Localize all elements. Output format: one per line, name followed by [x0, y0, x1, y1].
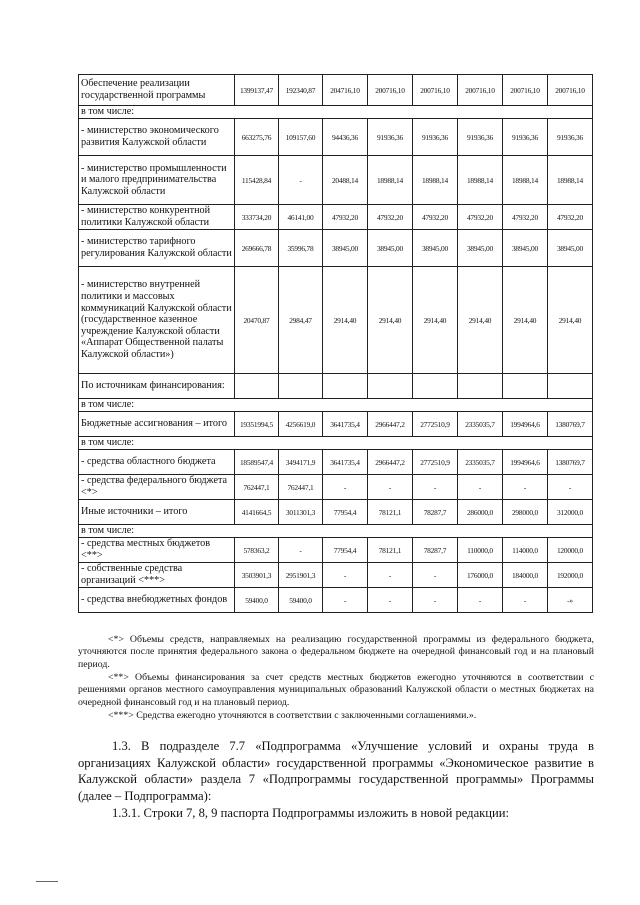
table-cell: 78287,7 — [413, 538, 458, 563]
paragraph-1-3-1: 1.3.1. Строки 7, 8, 9 паспорта Подпрограммы изложить в новой редакции: — [112, 806, 510, 820]
row-label: в том числе: — [79, 106, 593, 119]
table-cell: 94436,36 — [323, 119, 368, 156]
table-cell: 77954,4 — [323, 500, 368, 525]
table-cell: 3494171,9 — [279, 450, 323, 475]
table-cell: 38945,00 — [323, 230, 368, 267]
table-cell: 200716,10 — [458, 75, 503, 106]
table-cell: 2772510,9 — [413, 450, 458, 475]
row-label: - министерство тарифного регулирования Калужской области — [79, 230, 235, 267]
row-label: - собственные средства организаций <***> — [79, 563, 235, 588]
table-row — [79, 437, 593, 450]
table-cell: - — [279, 538, 323, 563]
table-cell: - — [368, 563, 413, 588]
table-cell: 3641735,4 — [323, 450, 368, 475]
row-label: - средства областного бюджета — [79, 450, 235, 475]
table-cell: 91936,36 — [503, 119, 548, 156]
row-label: - средства местных бюджетов <**> — [79, 538, 235, 563]
table-row — [79, 156, 593, 205]
financing-table — [78, 74, 593, 613]
table-cell: 91936,36 — [368, 119, 413, 156]
table-cell: - — [458, 588, 503, 613]
table-cell: 2951901,3 — [279, 563, 323, 588]
footnote-organizations: <***> Средства ежегодно уточняются в соответствии с заключенными соглашениями.». — [108, 710, 477, 721]
table-cell: 18988,14 — [458, 156, 503, 205]
table-cell: 1994964,6 — [503, 412, 548, 437]
table-cell: 204716,10 — [323, 75, 368, 106]
table-cell: 59400,0 — [279, 588, 323, 613]
table-cell: 114000,0 — [503, 538, 548, 563]
table-cell: 91936,36 — [413, 119, 458, 156]
table-cell: 578363,2 — [235, 538, 279, 563]
table-cell: 38945,00 — [413, 230, 458, 267]
table-cell — [323, 374, 368, 399]
table-cell: 2914,40 — [368, 267, 413, 374]
table-cell: 762447,1 — [235, 475, 279, 500]
table-cell: 18988,14 — [503, 156, 548, 205]
table-cell: 18988,14 — [413, 156, 458, 205]
row-label: По источникам финансирования: — [79, 374, 235, 399]
table-body — [79, 75, 593, 613]
row-label: Иные источники – итого — [79, 500, 235, 525]
table-cell: 38945,00 — [548, 230, 593, 267]
table-cell: 2914,40 — [413, 267, 458, 374]
table-cell: 286000,0 — [458, 500, 503, 525]
table-cell: 312000,0 — [548, 500, 593, 525]
table-cell: 77954,4 — [323, 538, 368, 563]
table-cell: - — [458, 475, 503, 500]
table-row — [79, 412, 593, 437]
table-cell: 1399137,47 — [235, 75, 279, 106]
table-cell: 91936,36 — [458, 119, 503, 156]
table-row — [79, 538, 593, 563]
table-cell: 47932,20 — [503, 205, 548, 230]
table-cell: - — [503, 475, 548, 500]
table-cell: 19351994,5 — [235, 412, 279, 437]
table-cell — [548, 374, 593, 399]
table-cell: 38945,00 — [458, 230, 503, 267]
table-cell: 663275,76 — [235, 119, 279, 156]
table-cell: 192340,87 — [279, 75, 323, 106]
table-row — [79, 588, 593, 613]
table-row — [79, 525, 593, 538]
table-cell: 47932,20 — [413, 205, 458, 230]
table-row — [79, 267, 593, 374]
table-cell: 200716,10 — [368, 75, 413, 106]
table-cell: 3503901,3 — [235, 563, 279, 588]
table-cell: 2914,40 — [458, 267, 503, 374]
table-cell: 200716,10 — [413, 75, 458, 106]
table-cell: 47932,20 — [458, 205, 503, 230]
table-cell — [413, 374, 458, 399]
paragraph-1-3: 1.3. В подразделе 7.7 «Подпрограмма «Улучшение условий и охраны труда в организациях Калужской области» государственной программы «Экономическое развитие в Калужской области» раздела 7 «Подпрограммы государственной программы» Программы (далее – Подпрограмма): — [78, 739, 594, 803]
table-row — [79, 119, 593, 156]
table-cell: - — [413, 588, 458, 613]
table-cell: 1380769,7 — [548, 450, 593, 475]
table-cell: 1994964,6 — [503, 450, 548, 475]
table-cell: 176000,0 — [458, 563, 503, 588]
table-cell: 78121,1 — [368, 538, 413, 563]
table-cell: 18988,14 — [548, 156, 593, 205]
table-cell: - — [323, 563, 368, 588]
table-cell: - — [279, 156, 323, 205]
table-row — [79, 75, 593, 106]
row-label: - министерство промышленности и малого предпринимательства Калужской области — [79, 156, 235, 205]
table-cell: 4141664,5 — [235, 500, 279, 525]
row-label: в том числе: — [79, 399, 593, 412]
table-row — [79, 399, 593, 412]
table-cell: 20488,14 — [323, 156, 368, 205]
table-row — [79, 106, 593, 119]
table-cell: - — [548, 475, 593, 500]
table-cell: 110000,0 — [458, 538, 503, 563]
table-cell: 18988,14 — [368, 156, 413, 205]
table-cell: -» — [548, 588, 593, 613]
table-cell: 35996,78 — [279, 230, 323, 267]
table-cell: 2914,40 — [323, 267, 368, 374]
table-cell: 115428,84 — [235, 156, 279, 205]
table-cell: 91936,36 — [548, 119, 593, 156]
table-cell: 46141,00 — [279, 205, 323, 230]
table-cell: - — [413, 475, 458, 500]
row-label: - министерство экономического развития Калужской области — [79, 119, 235, 156]
row-label: в том числе: — [79, 437, 593, 450]
table-cell: 762447,1 — [279, 475, 323, 500]
table-row — [79, 205, 593, 230]
table-cell: 200716,10 — [548, 75, 593, 106]
table-cell: 59400,0 — [235, 588, 279, 613]
table-cell: 2966447,2 — [368, 450, 413, 475]
table-cell: 2914,40 — [503, 267, 548, 374]
table-row — [79, 475, 593, 500]
table-row — [79, 500, 593, 525]
row-label: Обеспечение реализации государственной программы — [79, 75, 235, 106]
table-cell: - — [323, 588, 368, 613]
table-cell: 2914,40 — [548, 267, 593, 374]
table-cell: 2772510,9 — [413, 412, 458, 437]
table-cell: 2966447,2 — [368, 412, 413, 437]
table-cell: 47932,20 — [323, 205, 368, 230]
row-label: - средства федерального бюджета <*> — [79, 475, 235, 500]
table-row — [79, 374, 593, 399]
table-cell — [235, 374, 279, 399]
table-cell: 3641735,4 — [323, 412, 368, 437]
table-cell: 18589547,4 — [235, 450, 279, 475]
table-cell — [279, 374, 323, 399]
table-cell: 78287,7 — [413, 500, 458, 525]
table-cell: 20470,87 — [235, 267, 279, 374]
table-cell — [458, 374, 503, 399]
table-cell: 2335035,7 — [458, 450, 503, 475]
table-cell: 1380769,7 — [548, 412, 593, 437]
row-label: - министерство внутренней политики и массовых коммуникаций Калужской области (государственное казенное учреждение Калужской области «Аппарат Общественной палаты Калужской области») — [79, 267, 235, 374]
table-cell: - — [413, 563, 458, 588]
table-cell: 184000,0 — [503, 563, 548, 588]
table-cell: 2335035,7 — [458, 412, 503, 437]
table-cell: 109157,60 — [279, 119, 323, 156]
table-cell: - — [323, 475, 368, 500]
table-cell: 47932,20 — [368, 205, 413, 230]
table-cell: 298000,0 — [503, 500, 548, 525]
table-row — [79, 450, 593, 475]
table-cell — [503, 374, 548, 399]
table-cell: 269666,78 — [235, 230, 279, 267]
scan-mark — [36, 881, 58, 882]
table-cell: 200716,10 — [503, 75, 548, 106]
table-cell: 38945,00 — [503, 230, 548, 267]
table-cell: - — [368, 475, 413, 500]
footnote-federal: <*> Объемы средств, направляемых на реализацию государственной программы из федерального бюджета, уточняются после принятия федерального закона о федеральном бюджете на очередной финансовый год и на плановый период. — [78, 634, 594, 670]
table-cell: - — [368, 588, 413, 613]
table-cell: 120000,0 — [548, 538, 593, 563]
footnote-local: <**> Объемы финансирования за счет средств местных бюджетов ежегодно уточняются в соответствии с решениями органов местного самоуправления муниципальных образований Калужской области о местных бюджетах на очередной финансовый год и на плановый период. — [78, 672, 594, 708]
table-cell — [368, 374, 413, 399]
table-cell: 47932,20 — [548, 205, 593, 230]
table-cell: 4256619,0 — [279, 412, 323, 437]
table-cell: 333734,20 — [235, 205, 279, 230]
table-cell: - — [503, 588, 548, 613]
table-row — [79, 563, 593, 588]
table-cell: 192000,0 — [548, 563, 593, 588]
row-label: Бюджетные ассигнования – итого — [79, 412, 235, 437]
table-cell: 2984,47 — [279, 267, 323, 374]
table-cell: 38945,00 — [368, 230, 413, 267]
row-label: в том числе: — [79, 525, 593, 538]
row-label: - средства внебюджетных фондов — [79, 588, 235, 613]
row-label: - министерство конкурентной политики Калужской области — [79, 205, 235, 230]
table-cell: 3011301,3 — [279, 500, 323, 525]
table-cell: 78121,1 — [368, 500, 413, 525]
table-row — [79, 230, 593, 267]
